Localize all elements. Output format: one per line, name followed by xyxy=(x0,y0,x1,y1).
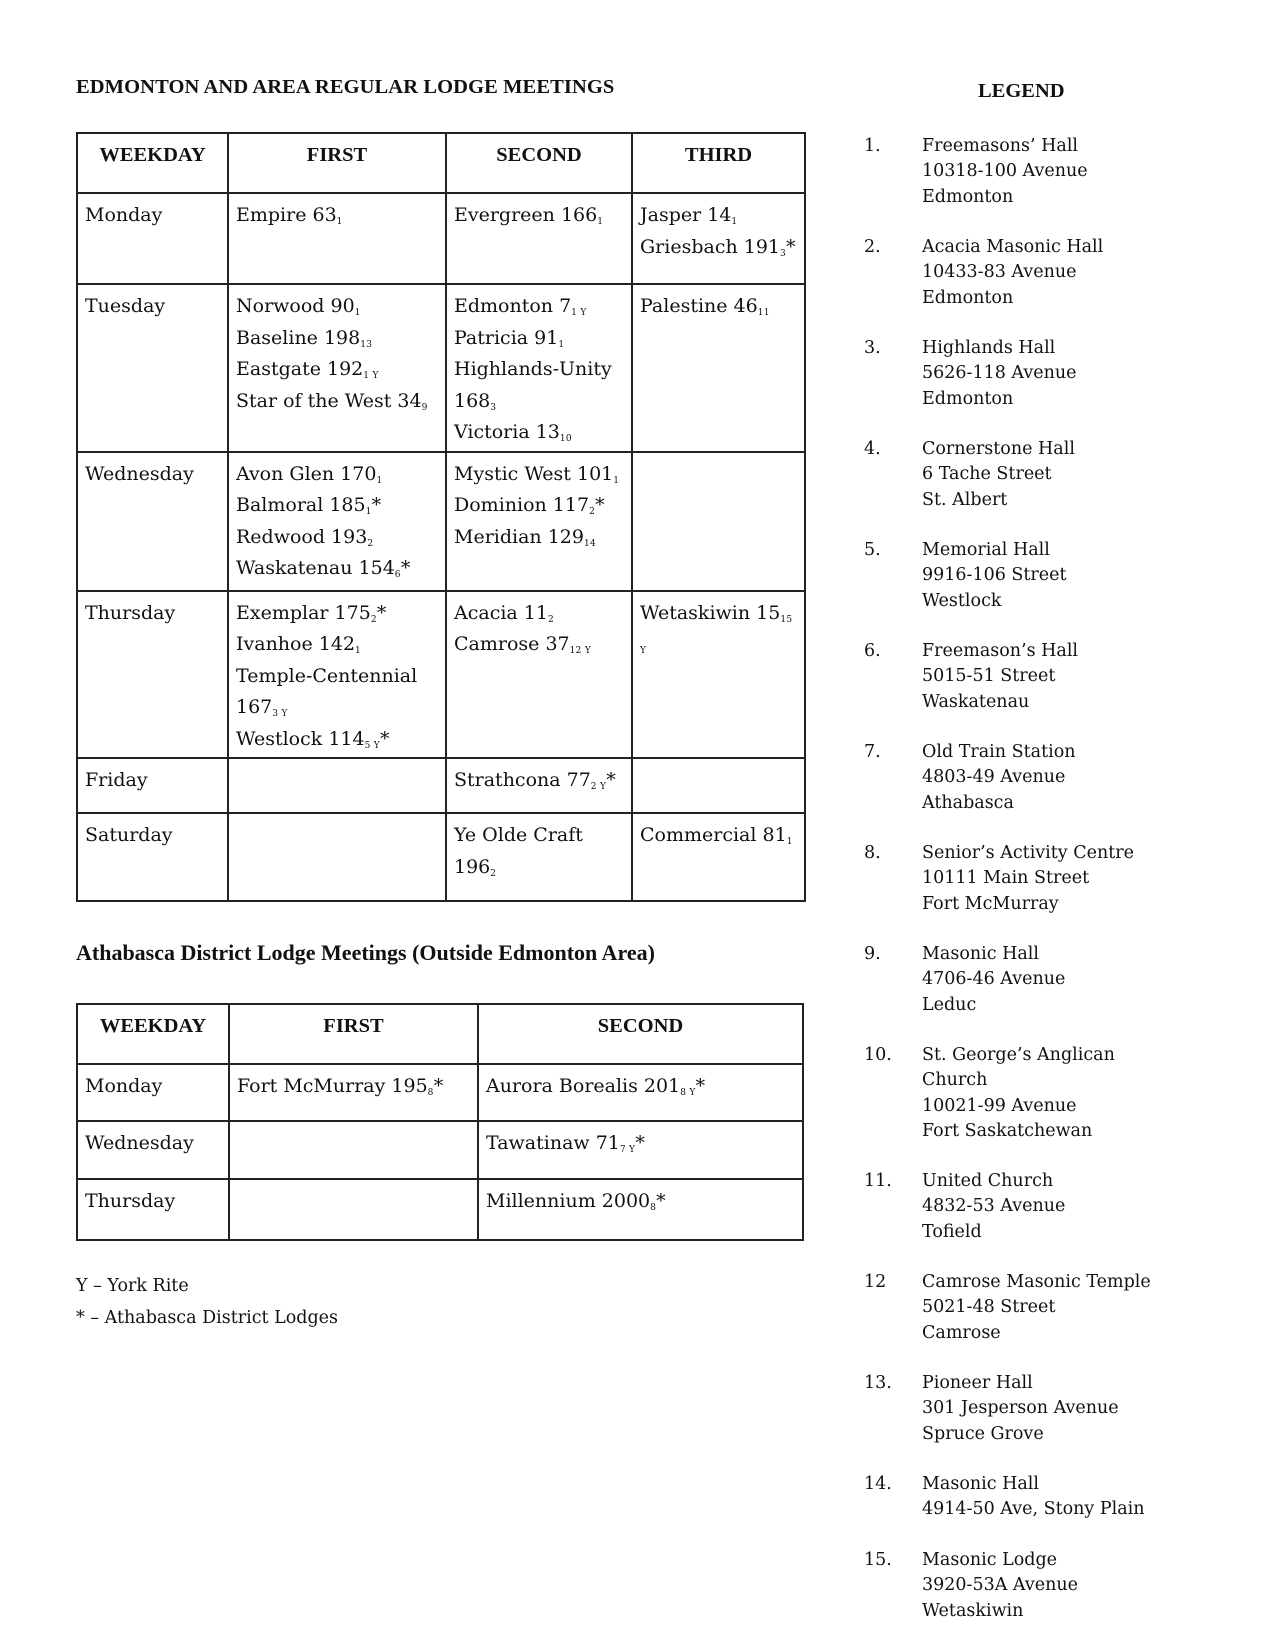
athabasca-marker: * xyxy=(635,1132,645,1154)
weekday-cell: Saturday xyxy=(77,813,228,901)
lodge-entry xyxy=(454,822,625,854)
lodge-entry xyxy=(454,461,625,493)
weekday-cell: Wednesday xyxy=(77,1121,229,1179)
lodge-name: Mystic West 101 xyxy=(454,462,614,485)
table-row xyxy=(77,452,805,591)
lodge-name: Aurora Borealis 201 xyxy=(486,1075,681,1097)
hall-reference: 2 xyxy=(589,507,596,517)
lodge-name: Waskatenau 154 xyxy=(236,557,395,579)
legend-line: 10318-100 Avenue xyxy=(922,161,1088,182)
lodge-name: Avon Glen 170 xyxy=(236,462,377,485)
legend-line: Tofield xyxy=(922,1221,982,1242)
note-athabasca-district: * – Athabasca District Lodges xyxy=(76,1308,339,1328)
lodge-entry xyxy=(640,631,798,663)
second-meeting-cell xyxy=(478,1179,803,1240)
hall-reference: 2 xyxy=(370,614,377,625)
lodge-entry xyxy=(236,694,439,726)
lodge-name: Tawatinaw 71 xyxy=(486,1132,620,1154)
lodge-name: Patricia 91 xyxy=(454,326,559,349)
legend-address xyxy=(922,336,1076,412)
hall-reference: 8 xyxy=(427,1088,434,1098)
lodge-entry xyxy=(236,631,439,663)
legend-title: LEGEND xyxy=(978,80,1065,102)
legend-number: 14. xyxy=(864,1474,892,1494)
legend-line: 5626-118 Avenue xyxy=(922,363,1077,384)
first-meeting-cell xyxy=(228,591,446,759)
page-title: EDMONTON AND AREA REGULAR LODGE MEETINGS xyxy=(76,76,615,98)
lodge-name: Wetaskiwin 15 xyxy=(640,601,781,624)
legend-address xyxy=(922,942,1065,1018)
weekday-cell: Thursday xyxy=(77,591,228,759)
first-meeting-cell xyxy=(229,1121,478,1179)
header-weekday: WEEKDAY xyxy=(77,1004,229,1064)
athabasca-marker: * xyxy=(656,1190,666,1212)
lodge-entry xyxy=(454,419,625,451)
legend-address xyxy=(922,1548,1078,1624)
hall-reference: 1 xyxy=(613,475,620,486)
lodge-entry xyxy=(640,600,798,632)
lodge-entry xyxy=(236,524,439,556)
lodge-name: Ivanhoe 142 xyxy=(236,633,356,655)
legend-number: 6. xyxy=(864,641,881,661)
legend-line: Westlock xyxy=(922,590,1002,611)
weekday-cell: Thursday xyxy=(77,1179,229,1240)
lodge-name: Fort McMurray 195 xyxy=(237,1075,428,1097)
legend-line: Old Train Station xyxy=(922,742,1076,762)
legend-line: United Church xyxy=(922,1171,1054,1191)
lodge-entry xyxy=(454,388,625,420)
legend-line: Church xyxy=(922,1070,988,1091)
lodge-name: Westlock 114 xyxy=(236,727,365,750)
lodge-entry xyxy=(236,726,439,758)
legend-line: 10111 Main Street xyxy=(922,868,1090,889)
lodge-name: Acacia 11 xyxy=(454,601,548,624)
athabasca-marker: * xyxy=(376,601,387,624)
second-meeting-cell xyxy=(446,758,632,813)
section-title-athabasca: Athabasca District Lodge Meetings (Outside Edmonton Area) xyxy=(76,940,655,965)
first-meeting-cell xyxy=(229,1179,478,1240)
legend-number: 5. xyxy=(864,540,881,560)
legend-line: 301 Jesperson Avenue xyxy=(922,1398,1119,1419)
athabasca-marker: * xyxy=(606,769,616,791)
lodge-name: 196 xyxy=(454,855,491,878)
legend-number: 15. xyxy=(864,1550,892,1570)
second-meeting-cell xyxy=(478,1064,803,1121)
legend-line: 3920-53A Avenue xyxy=(922,1575,1078,1596)
lodge-name: Highlands-Unity xyxy=(454,358,612,380)
legend-line: Freemasons’ Hall xyxy=(922,136,1079,156)
legend-address xyxy=(922,740,1076,816)
legend-line: Camrose xyxy=(922,1322,1001,1343)
hall-reference: 1 xyxy=(558,339,565,350)
legend-line: St. George’s Anglican xyxy=(922,1045,1115,1065)
athabasca-marker: * xyxy=(371,494,382,516)
hall-reference: 1 Y xyxy=(571,308,587,318)
legend-line: Pioneer Hall xyxy=(922,1373,1033,1393)
first-meeting-cell xyxy=(228,813,446,901)
first-meeting-cell xyxy=(228,284,446,452)
header-second: SECOND xyxy=(446,133,632,193)
third-meeting-cell xyxy=(632,193,805,284)
athabasca-marker: * xyxy=(433,1075,444,1097)
legend-number: 2. xyxy=(864,237,881,257)
lodge-name: Ye Olde Craft xyxy=(454,824,583,846)
lodge-name: Meridian 129 xyxy=(454,525,584,548)
lodge-name: Temple-Centennial xyxy=(236,664,418,687)
hall-reference: 2 xyxy=(547,614,554,625)
first-meeting-cell xyxy=(228,758,446,813)
legend-number: 10. xyxy=(864,1045,892,1065)
hall-reference: 1 xyxy=(365,507,372,517)
table-row xyxy=(77,1064,803,1121)
legend-number: 1. xyxy=(864,136,881,156)
lodge-name: Evergreen 166 xyxy=(454,204,598,226)
legend-line: Edmonton xyxy=(922,186,1014,207)
lodge-name: 168 xyxy=(454,389,491,412)
weekday-cell: Monday xyxy=(77,1064,229,1121)
legend-line: 10021-99 Avenue xyxy=(922,1095,1077,1116)
lodge-entry xyxy=(454,600,625,632)
weekday-cell: Monday xyxy=(77,193,228,284)
lodge-name: Redwood 193 xyxy=(236,525,368,548)
legend-address xyxy=(922,1472,1145,1523)
lodge-name: Balmoral 185 xyxy=(236,494,366,516)
legend-line: 4706-46 Avenue xyxy=(922,969,1066,990)
hall-reference: 8 xyxy=(650,1203,657,1213)
legend-line: 6 Tache Street xyxy=(922,464,1052,485)
legend-address xyxy=(922,235,1103,311)
athabasca-marker: * xyxy=(400,557,411,579)
weekday-cell: Wednesday xyxy=(77,452,228,591)
weekday-cell: Friday xyxy=(77,758,228,813)
legend-number: 12 xyxy=(864,1272,887,1292)
legend-line: 4803-49 Avenue xyxy=(922,767,1066,788)
legend-address xyxy=(922,437,1075,513)
edmonton-meetings-table xyxy=(76,132,806,902)
third-meeting-cell xyxy=(632,758,805,813)
header-first: FIRST xyxy=(229,1004,478,1064)
legend-line: St. Albert xyxy=(922,489,1008,510)
table-row xyxy=(77,1179,803,1240)
lodge-entry xyxy=(236,325,439,357)
hall-reference: 1 xyxy=(786,837,793,847)
athabasca-marker: * xyxy=(595,494,605,516)
note-york-rite: Y – York Rite xyxy=(76,1276,189,1296)
hall-reference: Y xyxy=(640,646,647,656)
table-row xyxy=(77,284,805,452)
hall-reference: 2 xyxy=(367,538,374,549)
legend-number: 11. xyxy=(864,1171,892,1191)
hall-reference: 10 xyxy=(559,434,572,444)
legend-line: Edmonton xyxy=(922,388,1014,409)
lodge-entry xyxy=(454,293,625,325)
lodge-name: Norwood 90 xyxy=(236,295,355,317)
legend-line: Athabasca xyxy=(922,792,1014,813)
hall-reference: 1 xyxy=(355,646,362,656)
second-meeting-cell xyxy=(446,813,632,901)
lodge-entry xyxy=(640,293,798,325)
header-weekday: WEEKDAY xyxy=(77,133,228,193)
legend-address xyxy=(922,134,1088,210)
hall-reference: 12 Y xyxy=(569,646,592,656)
legend-line: 9916-106 Street xyxy=(922,565,1067,586)
athabasca-marker: * xyxy=(786,235,796,258)
lodge-entry xyxy=(236,293,439,325)
legend-number: 9. xyxy=(864,944,881,964)
lodge-entry xyxy=(454,767,625,799)
table-row xyxy=(77,193,805,284)
third-meeting-cell xyxy=(632,591,805,759)
hall-reference: 9 xyxy=(421,402,428,413)
hall-reference: 1 xyxy=(731,217,738,227)
table-row xyxy=(77,1121,803,1179)
lodge-name: Griesbach 191 xyxy=(640,235,781,258)
lodge-entry xyxy=(454,325,625,357)
lodge-name: Strathcona 77 xyxy=(454,769,591,791)
lodge-name: Baseline 198 xyxy=(236,326,361,349)
legend-line: Fort Saskatchewan xyxy=(922,1120,1093,1141)
legend-address xyxy=(922,1169,1065,1245)
legend-number: 3. xyxy=(864,338,881,358)
hall-reference: 15 xyxy=(780,614,793,625)
lodge-name: Dominion 117 xyxy=(454,494,590,516)
legend-line: Masonic Hall xyxy=(922,944,1039,964)
legend-line: Highlands Hall xyxy=(922,338,1056,358)
hall-reference: 1 xyxy=(354,308,361,318)
lodge-entry xyxy=(486,1130,796,1162)
hall-reference: 3 xyxy=(490,402,497,413)
lodge-entry xyxy=(236,202,439,234)
legend-line: Leduc xyxy=(922,994,977,1015)
hall-reference: 2 Y xyxy=(590,782,607,792)
legend-line: Freemason’s Hall xyxy=(922,641,1079,661)
legend-line: 4832-53 Avenue xyxy=(922,1196,1066,1217)
lodge-entry xyxy=(236,555,439,587)
first-meeting-cell xyxy=(229,1064,478,1121)
second-meeting-cell xyxy=(446,452,632,591)
lodge-name: Exemplar 175 xyxy=(236,601,371,624)
lodge-entry xyxy=(486,1188,796,1220)
lodge-entry xyxy=(640,234,798,266)
lodge-name: Edmonton 7 xyxy=(454,295,572,317)
lodge-entry xyxy=(454,854,625,886)
lodge-entry xyxy=(454,631,625,663)
lodge-name: Star of the West 34 xyxy=(236,389,422,412)
hall-reference: 1 xyxy=(597,217,604,227)
table-row xyxy=(77,758,805,813)
lodge-entry xyxy=(237,1073,471,1105)
second-meeting-cell xyxy=(446,193,632,284)
lodge-name: Empire 63 xyxy=(236,204,337,226)
legend-line: Masonic Lodge xyxy=(922,1550,1058,1570)
athabasca-marker: * xyxy=(380,727,390,750)
lodge-name: Commercial 81 xyxy=(640,824,787,846)
athabasca-meetings-table xyxy=(76,1003,804,1241)
lodge-name: Jasper 14 xyxy=(640,204,732,226)
hall-reference: 11 xyxy=(757,308,770,318)
hall-reference: 6 xyxy=(394,570,401,580)
first-meeting-cell xyxy=(228,452,446,591)
legend-line: Memorial Hall xyxy=(922,540,1050,560)
lodge-entry xyxy=(454,492,625,524)
legend-line: Cornerstone Hall xyxy=(922,439,1075,459)
lodge-entry xyxy=(454,356,625,388)
legend-line: Senior’s Activity Centre xyxy=(922,843,1135,863)
legend-line: Waskatenau xyxy=(922,691,1030,712)
lodge-entry xyxy=(236,356,439,388)
table-row xyxy=(77,591,805,759)
legend-line: 4914-50 Ave, Stony Plain xyxy=(922,1499,1145,1520)
lodge-name: Palestine 46 xyxy=(640,295,758,317)
hall-reference: 1 xyxy=(376,475,383,486)
lodge-entry xyxy=(236,663,439,695)
legend-number: 13. xyxy=(864,1373,892,1393)
lodge-entry xyxy=(640,202,798,234)
lodge-entry xyxy=(454,202,625,234)
header-first: FIRST xyxy=(228,133,446,193)
lodge-entry xyxy=(486,1073,796,1105)
legend-address xyxy=(922,639,1078,715)
hall-reference: 13 xyxy=(360,339,373,350)
legend-line: 5015-51 Street xyxy=(922,666,1056,687)
legend-address xyxy=(922,841,1134,917)
lodge-name: Millennium 2000 xyxy=(486,1190,651,1212)
second-meeting-cell xyxy=(478,1121,803,1179)
third-meeting-cell xyxy=(632,284,805,452)
hall-reference: 8 Y xyxy=(680,1088,696,1098)
legend-number: 8. xyxy=(864,843,881,863)
hall-reference: 1 Y xyxy=(363,371,379,381)
legend-line: Edmonton xyxy=(922,287,1014,308)
lodge-entry xyxy=(454,524,625,556)
legend-line: Masonic Hall xyxy=(922,1474,1039,1494)
hall-reference: 7 Y xyxy=(619,1145,636,1155)
second-meeting-cell xyxy=(446,284,632,452)
hall-reference: 3 Y xyxy=(272,709,288,719)
header-third: THIRD xyxy=(632,133,805,193)
hall-reference: 1 xyxy=(336,217,343,227)
hall-reference: 14 xyxy=(583,538,597,549)
lodge-name: 167 xyxy=(236,696,273,718)
lodge-entry xyxy=(640,822,798,854)
legend-line: Acacia Masonic Hall xyxy=(922,237,1104,257)
second-meeting-cell xyxy=(446,591,632,759)
header-second: SECOND xyxy=(478,1004,803,1064)
third-meeting-cell xyxy=(632,813,805,901)
lodge-entry xyxy=(236,492,439,524)
legend-number: 4. xyxy=(864,439,881,459)
legend-address xyxy=(922,1270,1151,1346)
legend-line: 5021-48 Street xyxy=(922,1297,1056,1318)
hall-reference: 3 xyxy=(780,248,787,259)
lodge-entry xyxy=(236,388,439,420)
legend-line: Fort McMurray xyxy=(922,893,1059,914)
athabasca-marker: * xyxy=(695,1075,706,1097)
lodge-name: Victoria 13 xyxy=(454,421,560,443)
legend-address xyxy=(922,1043,1115,1144)
lodge-name: Camrose 37 xyxy=(454,633,570,655)
third-meeting-cell xyxy=(632,452,805,591)
lodge-entry xyxy=(236,461,439,493)
table-row xyxy=(77,813,805,901)
hall-reference: 2 xyxy=(490,868,497,879)
hall-reference: 5 Y xyxy=(364,740,381,751)
legend-line: Wetaskiwin xyxy=(922,1600,1024,1621)
legend-line: 10433-83 Avenue xyxy=(922,262,1077,283)
weekday-cell: Tuesday xyxy=(77,284,228,452)
legend-address xyxy=(922,538,1067,614)
legend-number: 7. xyxy=(864,742,881,762)
legend-line: Spruce Grove xyxy=(922,1423,1044,1444)
first-meeting-cell xyxy=(228,193,446,284)
lodge-name: Eastgate 192 xyxy=(236,358,364,380)
legend-line: Camrose Masonic Temple xyxy=(922,1272,1151,1292)
lodge-entry xyxy=(236,600,439,632)
legend-address xyxy=(922,1371,1119,1447)
